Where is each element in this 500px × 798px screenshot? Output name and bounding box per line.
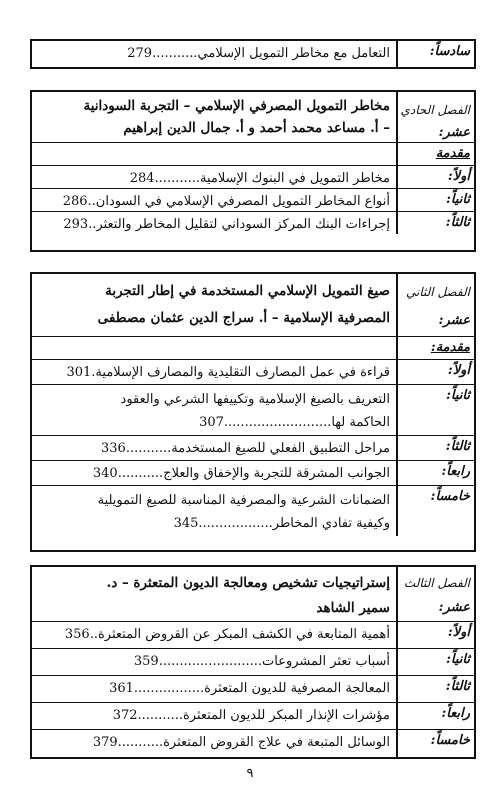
intro-label: مقدمة (435, 146, 470, 161)
toc-entry: مخاطر التمويل في البنوك الإسلامية...........284 (129, 171, 390, 186)
toc-entry-continuation: وكيفية تفادي المخاطر..................345 (173, 515, 390, 531)
toc-entry: المعالجة المصرفية للديون المتعثرة.................361 (109, 681, 390, 696)
toc-entry: أسباب تعثر المشروعات.........................359 (133, 654, 390, 669)
chapter-title-line1: مخاطر التمويل المصرفي الإسلامي – التجربة السودانية (83, 98, 390, 114)
entry-label: سادساً: (396, 41, 474, 67)
chapter-label: الفصل الثاني (406, 285, 470, 299)
toc-entry: مؤشرات الإنذار المبكر للديون المتعثرة...........372 (112, 708, 390, 723)
entry-label: أولاً: (396, 360, 474, 384)
chapter-label-ordinal: عشر: (438, 313, 470, 328)
chapter-label: الفصل الثالث (403, 576, 470, 590)
toc-entry: أهمية المتابعة في الكشف المبكر عن القروض المتعثرة..356 (64, 627, 390, 642)
toc-entry: الضمانات الشرعية والمصرفية المناسبة للصيغ التمويلية (97, 493, 390, 508)
toc-entry: التعريف بالصيغ الإسلامية وتكييفها الشرعي والعقود (120, 392, 390, 407)
toc-entry: إجراءات البنك المركز السوداني لتقليل المخاطر والتعثر..293 (63, 217, 390, 232)
chapter-title-line1: إستراتيجيات تشخيص ومعالجة الديون المتعثرة – د. (106, 575, 390, 591)
toc-entry: مراحل التطبيق الفعلي للصيغ المستخدمة...........336 (101, 441, 390, 456)
chapter-label: الفصل الحادي (400, 103, 470, 117)
entry-label: أولاً: (396, 622, 474, 648)
chapter-label-ordinal: عشر: (438, 600, 470, 615)
entry-label: رابعاً: (396, 703, 474, 729)
intro-label: مقدمة: (430, 340, 470, 355)
toc-block-continuation (30, 39, 476, 69)
entry-label: أولاً: (396, 166, 474, 188)
toc-entry: الوسائل المتبعة في علاج القروض المتعثرة...........379 (92, 735, 390, 750)
entry-label: ثانياً: (396, 189, 474, 211)
toc-entry: الجوانب المشرقة للتجربة والإخفاق والعلاج...........340 (92, 466, 390, 481)
entry-label: ثانياً: (396, 649, 474, 675)
toc-entry: قراءة في عمل المصارف التقليدية والمصارف الإسلامية.301 (66, 365, 390, 380)
toc-entry: أنواع المخاطر التمويل المصرفي الإسلامي في السودان..286 (62, 194, 390, 209)
chapter-label-ordinal: عشر: (438, 125, 470, 140)
chapter-title-line1: صيغ التمويل الإسلامي المستخدمة في إطار التجربة (105, 283, 390, 299)
chapter-11-block (30, 90, 476, 252)
chapter-12-block (30, 272, 476, 552)
toc-entry-continuation: الحاكمة لها..........................307 (199, 414, 390, 430)
chapter-title-line2: – أ. مساعد محمد أحمد و أ. جمال الدين إبراهيم (123, 119, 390, 136)
entry-label: ثانياً: (396, 385, 474, 435)
chapter-title-line2: المصرفية الإسلامية – أ. سراج الدين عثمان مصطفى (97, 310, 390, 326)
toc-entry: التعامل مع مخاطر التمويل الإسلامي...........279 (127, 46, 390, 61)
chapter-13-block (30, 565, 476, 759)
chapter-title-line2: سمير الشاهد (316, 599, 390, 616)
entry-label: ثالثاً: (396, 436, 474, 460)
entry-label: ثالثاً: (396, 676, 474, 702)
entry-label: ثالثاً: (396, 212, 474, 234)
entry-label: رابعاً: (396, 461, 474, 485)
entry-label: خامساً: (396, 486, 474, 536)
page-number: ٩ (246, 766, 254, 781)
entry-label: خامساً: (396, 730, 474, 758)
